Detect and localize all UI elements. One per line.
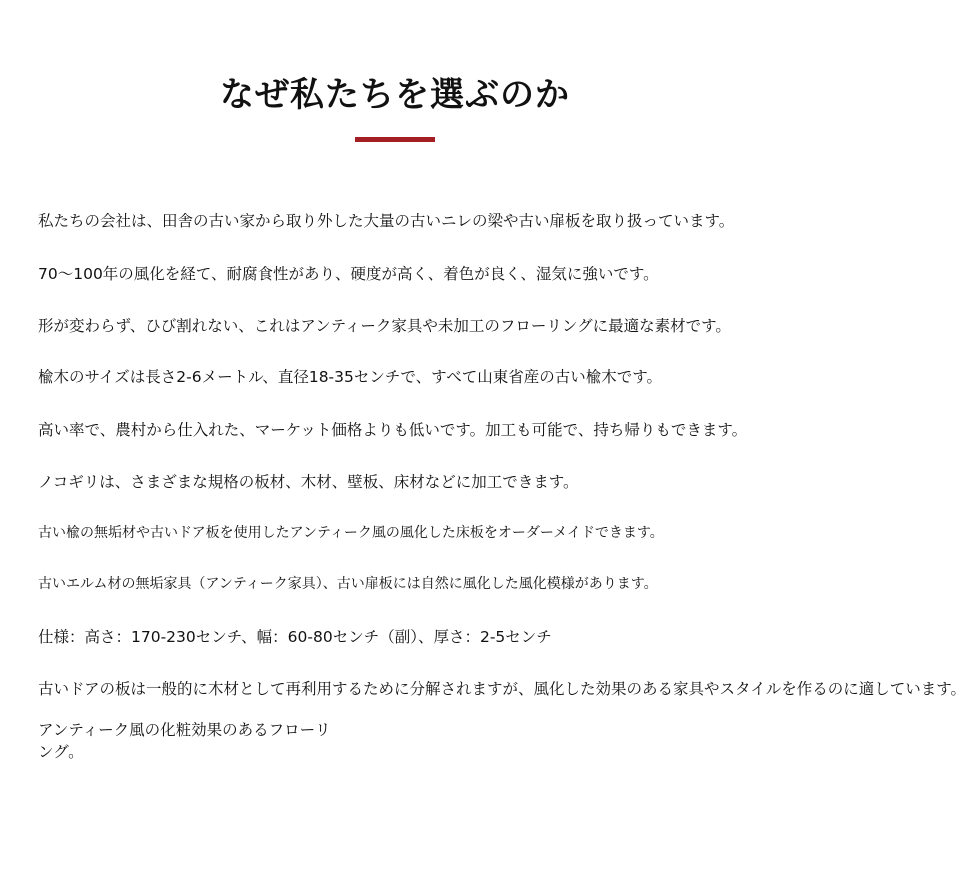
page-title: なぜ私たちを選ぶのか — [220, 75, 570, 115]
paragraph-size: 楡木のサイズは長さ2-6メートル、直径18-35センチで、すべて山東省産の古い楡木です。 — [38, 368, 663, 386]
title-underline — [355, 137, 435, 142]
paragraph-flooring: アンティーク風の化粧効果のあるフローリング。 — [38, 721, 331, 761]
paragraph-price: 高い率で、農村から仕入れた、マーケット価格よりも低いです。加工も可能で、持ち帰りもできます。 — [38, 421, 748, 439]
paragraph-weathering: 70～100年の風化を経て、耐腐食性があり、硬度が高く、着色が良く、湿気に強いです。 — [38, 265, 659, 283]
paragraph-elm-furniture: 古いエルム材の無垢家具（アンティーク家具）、古い扉板には自然に風化した風化模様があります。 — [38, 576, 658, 592]
paragraph-company: 私たちの会社は、田舎の古い家から取り外した大量の古いニレの梁や古い扉板を取り扱っています。 — [38, 212, 735, 230]
paragraph-door-board: 古いドアの板は一般的に木材として再利用するために分解されますが、風化した効果のある家具やスタイルを作るのに適しています。 — [38, 680, 966, 698]
paragraph-custom-floor: 古い楡の無垢材や古いドア板を使用したアンティーク風の風化した床板をオーダーメイドできます。 — [38, 525, 664, 541]
paragraph-spec: 仕様：高さ：170-230センチ、幅：60-80センチ（副）、厚さ：2-5センチ — [38, 628, 552, 646]
paragraph-saw: ノコギリは、さまざまな規格の板材、木材、壁板、床材などに加工できます。 — [38, 473, 579, 491]
paragraph-shape: 形が変わらず、ひび割れない、これはアンティーク家具や未加工のフローリングに最適な素材です。 — [38, 317, 731, 335]
